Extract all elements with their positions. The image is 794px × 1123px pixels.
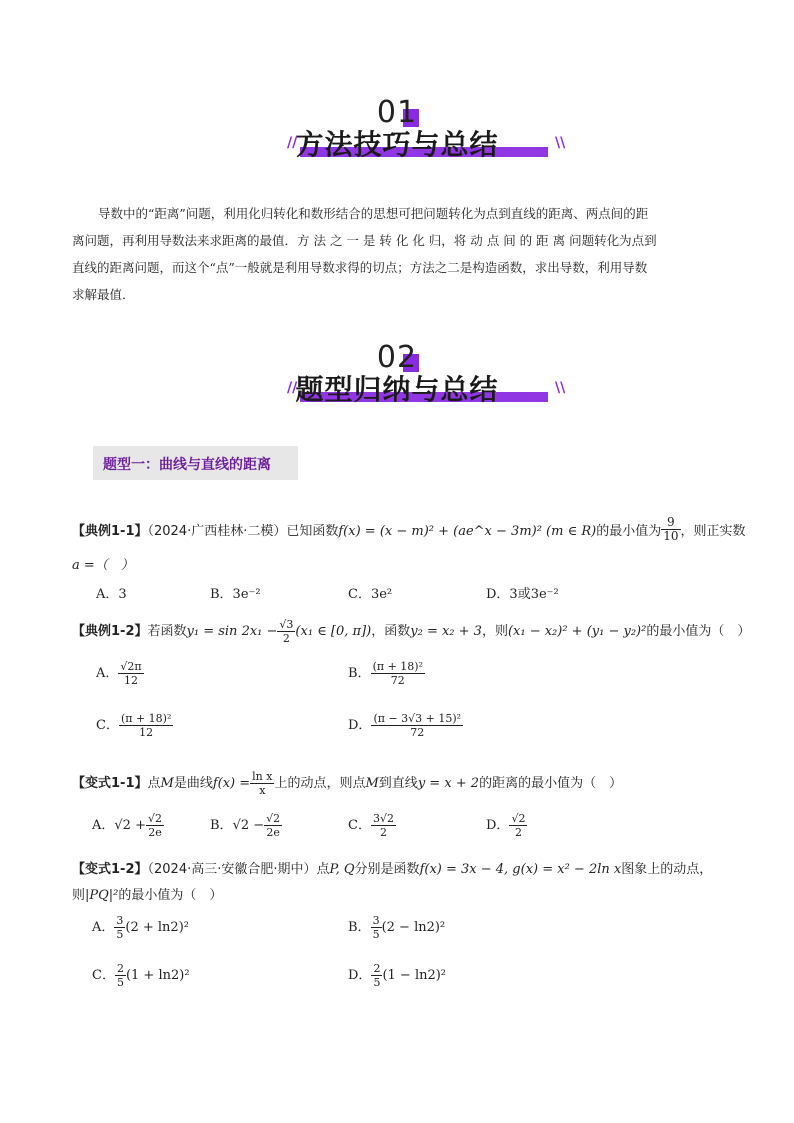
option-b[interactable]: B．3e⁻² (210, 587, 261, 602)
option-label: C． (348, 818, 371, 833)
fraction (115, 962, 126, 989)
section-title: 题型归纳与总结 (295, 373, 499, 406)
question-text: 到直线 (378, 776, 418, 791)
question-text: ，则正实数 (680, 524, 746, 539)
fraction-denominator: 2e (266, 826, 280, 839)
fraction-denominator: 12 (124, 674, 139, 687)
question-source: （2024·高三·安徽合肥·期中） (147, 862, 317, 877)
fraction (371, 962, 382, 989)
option-c[interactable] (92, 962, 190, 989)
section-header-2 (0, 340, 794, 420)
fraction-numerator: (π − 3√3 + 15)² (373, 712, 462, 725)
question-tag: 【变式1-2】 (72, 862, 148, 877)
fraction (119, 712, 173, 739)
fraction-numerator: √3 (279, 618, 294, 631)
question-tag: 【典例1-1】 (72, 524, 148, 539)
question-text: 若函数 (147, 624, 187, 639)
intro-line: 离问题，再利用导数法来求距离的最值．方 法 之 一 是 转 化 化 归，将 动 点 间 的 距 离 问题转化为点到 (72, 233, 657, 248)
option-c[interactable] (348, 812, 396, 839)
fraction (250, 770, 274, 797)
section-number: 01 (376, 95, 418, 130)
question-formula: (x₁ ∈ [0, π]) (295, 624, 372, 639)
option-a[interactable] (92, 914, 189, 941)
question-variant-1-1 (72, 770, 622, 797)
fraction-denominator: 2 (379, 826, 387, 839)
question-formula: f(x) = (x − m)² + (ae^x − 3m)² (m ∈ R) (338, 524, 597, 539)
fraction (509, 812, 527, 839)
question-source: （2024·广西桂林·二模） (147, 524, 287, 539)
fraction-denominator: 2 (514, 826, 522, 839)
question-1-1-line2 (72, 554, 134, 573)
question-text: 则 (72, 888, 86, 903)
option-text: √2 − (232, 818, 265, 833)
question-text: 的最小值为 (596, 524, 662, 539)
question-text: 是曲线 (173, 776, 213, 791)
option-label: B． (348, 920, 371, 935)
option-c[interactable]: C．3e² (348, 587, 393, 602)
fraction-numerator: √2 (511, 812, 526, 825)
fraction-numerator: 3 (116, 914, 124, 927)
option-a[interactable]: A．3 (96, 587, 127, 602)
question-text: 图象上的动点， (621, 862, 713, 877)
question-variant-1-2-line2 (72, 884, 222, 903)
fraction-denominator: x (259, 784, 266, 797)
question-tag: 【典例1-2】 (72, 624, 148, 639)
question-1-1 (72, 515, 746, 545)
fraction-numerator: 9 (661, 516, 680, 530)
fraction-numerator: √2 (147, 812, 162, 825)
option-label: B． (210, 818, 233, 833)
fraction (371, 812, 396, 839)
option-b[interactable] (348, 914, 445, 941)
question-text: 已知函数 (286, 524, 339, 539)
option-a[interactable] (92, 812, 164, 839)
option-label: D． (486, 818, 510, 833)
question-formula: M (365, 776, 379, 791)
fraction (371, 660, 425, 687)
question-text: ，则 (481, 624, 508, 639)
fraction (371, 712, 463, 739)
question-formula: y = x + 2 (417, 776, 480, 791)
fraction-denominator: 5 (372, 928, 380, 941)
fraction-numerator: 2 (116, 962, 124, 975)
fraction-denominator: 72 (410, 726, 425, 739)
fraction (114, 914, 125, 941)
question-text: 点 (147, 776, 161, 791)
option-d[interactable] (348, 962, 446, 989)
option-label: C． (92, 968, 115, 983)
option-label: D． (348, 968, 372, 983)
fraction-numerator: √2π (120, 660, 142, 673)
question-formula: f(x) = 3x − 4, g(x) = x² − 2ln x (419, 862, 622, 877)
option-d[interactable] (486, 812, 527, 839)
question-text: 的最小值为（ ） (646, 624, 751, 639)
question-tag: 【变式1-1】 (72, 776, 148, 791)
question-text: 上的动点，则点 (274, 776, 366, 791)
question-text: 点 (316, 862, 330, 877)
option-label: B． (348, 666, 371, 681)
section-header-1 (0, 95, 794, 175)
option-a[interactable] (96, 660, 144, 687)
fraction-numerator: 3 (372, 914, 380, 927)
fraction-denominator: 5 (116, 976, 124, 989)
slash-decor-left: // (287, 380, 298, 396)
question-formula: (x₁ − x₂)² + (y₁ − y₂)² (507, 624, 647, 639)
fraction-denominator: 2 (282, 632, 290, 645)
fraction-denominator: 10 (663, 529, 679, 543)
option-b[interactable] (348, 660, 425, 687)
fraction-numerator: 2 (373, 962, 381, 975)
slash-decor-left: // (287, 135, 298, 151)
fraction-denominator: 5 (116, 928, 124, 941)
fraction-denominator: 2e (148, 826, 162, 839)
fraction-denominator: 72 (390, 674, 405, 687)
fraction (277, 618, 295, 645)
question-text: 分别是函数 (354, 862, 420, 877)
option-label: A． (92, 920, 115, 935)
question-formula: |PQ|² (85, 888, 119, 903)
fraction-numerator: √2 (266, 812, 281, 825)
option-label: C． (96, 718, 119, 733)
fraction-denominator: 5 (373, 976, 381, 989)
topic-label (93, 446, 298, 480)
option-text: √2 + (114, 818, 146, 833)
option-text: (2 − ln2)² (381, 920, 446, 935)
question-text: 的距离的最小值为（ ） (479, 776, 623, 791)
fraction-numerator: (π + 18)² (372, 660, 423, 673)
slash-decor-right: \\ (555, 380, 566, 396)
option-label: D． (348, 718, 372, 733)
option-b[interactable] (210, 812, 282, 839)
fraction-numerator: (π + 18)² (120, 712, 172, 725)
option-d[interactable]: D．3或3e⁻² (486, 587, 559, 602)
option-c[interactable] (96, 712, 173, 739)
fraction (146, 812, 164, 839)
fraction (118, 660, 143, 687)
fraction-numerator: 3√2 (372, 812, 394, 825)
fraction-denominator: 12 (139, 726, 154, 739)
section-title: 方法技巧与总结 (295, 128, 499, 161)
intro-line: 直线的距离问题，而这个“点”一般就是利用导数求得的切点；方法之二是构造函数，求出导数，利用导数 (72, 260, 648, 275)
option-label: A． (96, 666, 119, 681)
option-text: (2 + ln2)² (125, 920, 189, 935)
slash-decor-right: \\ (555, 135, 566, 151)
option-d[interactable] (348, 712, 463, 739)
topic-label-text: 题型一：曲线与直线的距离 (103, 457, 271, 473)
question-formula: f(x) = (212, 776, 251, 791)
fraction (371, 914, 382, 941)
section-number: 02 (376, 340, 418, 375)
option-text: (1 − ln2)² (382, 968, 447, 983)
question-text: ，函数 (371, 624, 411, 639)
option-text: (1 + ln2)² (125, 968, 190, 983)
question-text: a =（ ） (72, 558, 134, 573)
fraction (264, 812, 282, 839)
question-formula: y₁ = sin 2x₁ − (186, 624, 278, 639)
question-formula: P, Q (329, 862, 355, 877)
question-text: 的最小值为（ ） (118, 888, 223, 903)
intro-line: 导数中的“距离”问题，利用化归转化和数形结合的思想可把问题转化为点到直线的距离、两点间的距 (98, 206, 649, 221)
intro-line: 求解最值． (72, 287, 135, 302)
option-label: A． (92, 818, 115, 833)
question-1-2 (72, 618, 750, 645)
question-formula: M (160, 776, 174, 791)
question-variant-1-2 (72, 858, 712, 877)
question-formula: y₂ = x₂ + 3 (410, 624, 482, 639)
fraction-numerator: ln x (252, 770, 273, 783)
intro-paragraph (72, 200, 720, 308)
fraction (661, 516, 680, 543)
